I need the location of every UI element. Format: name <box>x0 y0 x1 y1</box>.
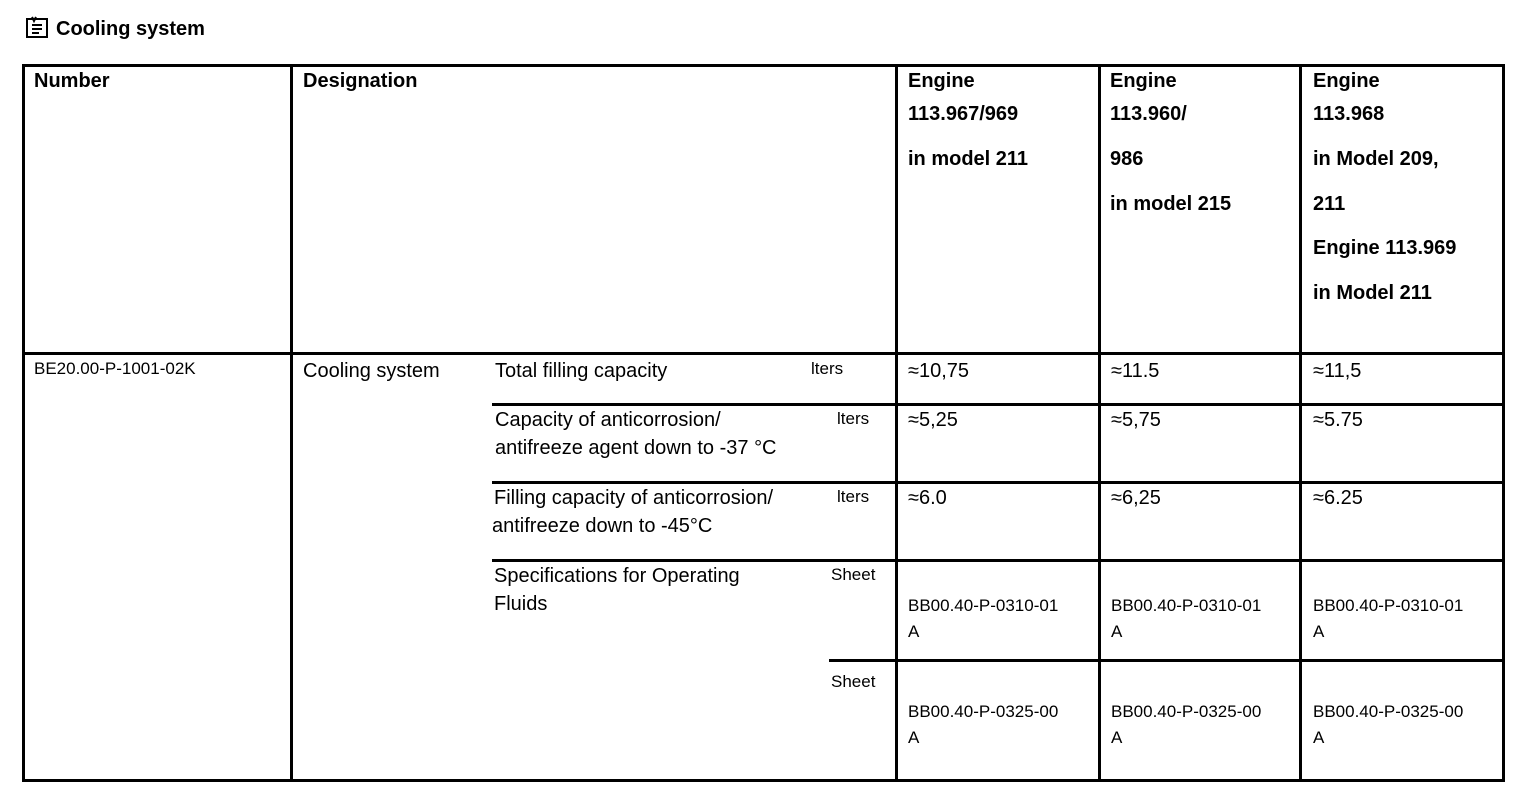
sheet-ref-engine3-0325-line1[interactable]: BB00.40-P-0325-00 <box>1313 702 1464 721</box>
header-engine3-line5: Engine 113.969 <box>1313 237 1457 259</box>
value-engine3-anticorrosion-45: ≈6.25 <box>1313 487 1363 509</box>
sheet-ref-engine2-0325-line2[interactable]: A <box>1111 728 1123 747</box>
col-divider-number <box>290 64 293 782</box>
header-engine2-line4: in model 215 <box>1110 193 1232 215</box>
table-border-top <box>22 64 1505 67</box>
sheet-ref-engine2-0325-line1[interactable]: BB00.40-P-0325-00 <box>1111 702 1262 721</box>
item-total-filling-capacity: Total filling capacity <box>495 360 668 382</box>
item-anticorrosion-45-line1: Filling capacity of anticorrosion/ <box>494 487 774 509</box>
unit-liters-2: lters <box>837 409 870 428</box>
sheet-ref-engine1-0325-line1[interactable]: BB00.40-P-0325-00 <box>908 702 1059 721</box>
col-divider-engine1 <box>1098 64 1101 782</box>
item-anticorrosion-45-line2: antifreeze down to -45°C <box>492 515 713 537</box>
sheet-ref-engine1-0310-line2[interactable]: A <box>908 622 920 641</box>
sheet-ref-engine1-0325-line2[interactable]: A <box>908 728 920 747</box>
header-engine1-line3: in model 211 <box>908 148 1029 170</box>
spec-table <box>22 64 1505 782</box>
value-engine1-total: ≈10,75 <box>908 360 970 382</box>
header-engine2-line1: Engine <box>1110 70 1177 92</box>
header-engine2-line2: 113.960/ <box>1110 103 1187 125</box>
header-engine1-line1: Engine <box>908 70 975 92</box>
header-number: Number <box>34 70 110 92</box>
header-engine3-line3: in Model 209, <box>1313 148 1439 170</box>
table-border-left <box>22 64 25 782</box>
header-divider <box>22 352 1505 355</box>
designation-cooling-system: Cooling system <box>303 360 440 382</box>
header-engine1-line2: 113.967/969 <box>908 103 1019 125</box>
value-engine2-anticorrosion-45: ≈6,25 <box>1111 487 1161 509</box>
header-engine3-line2: 113.968 <box>1313 103 1385 125</box>
page-title: Cooling system <box>56 18 205 40</box>
col-divider-engine2 <box>1299 64 1302 782</box>
unit-liters-3: lters <box>837 487 870 506</box>
header-designation: Designation <box>303 70 418 92</box>
sheet-ref-engine3-0310-line1[interactable]: BB00.40-P-0310-01 <box>1313 596 1464 615</box>
header-engine3-line6: in Model 211 <box>1313 282 1432 304</box>
sheet-ref-engine3-0310-line2[interactable]: A <box>1313 622 1325 641</box>
value-engine3-anticorrosion-37: ≈5.75 <box>1313 409 1363 431</box>
table-border-right <box>1502 64 1505 782</box>
item-anticorrosion-37-line2: antifreeze agent down to -37 °C <box>495 437 777 459</box>
sheet-ref-engine3-0325-line2[interactable]: A <box>1313 728 1325 747</box>
table-border-bottom <box>22 779 1505 782</box>
item-specifications-line1: Specifications for Operating <box>494 565 740 587</box>
row-divider-4 <box>829 659 1505 662</box>
value-engine2-total: ≈11.5 <box>1111 360 1160 382</box>
col-divider-designation <box>895 64 898 782</box>
value-engine3-total: ≈11,5 <box>1313 360 1362 382</box>
item-anticorrosion-37-line1: Capacity of anticorrosion/ <box>495 409 721 431</box>
header-engine3-line4: 211 <box>1313 193 1346 215</box>
unit-sheet-2: Sheet <box>831 672 876 691</box>
sheet-ref-engine2-0310-line1[interactable]: BB00.40-P-0310-01 <box>1111 596 1262 615</box>
page-title-group <box>24 14 205 40</box>
unit-sheet-1: Sheet <box>831 565 876 584</box>
item-specifications-line2: Fluids <box>494 593 548 615</box>
header-engine2-line3: 986 <box>1110 148 1144 170</box>
value-engine1-anticorrosion-45: ≈6.0 <box>908 487 947 509</box>
manual-book-icon <box>24 14 50 40</box>
sheet-ref-engine1-0310-line1[interactable]: BB00.40-P-0310-01 <box>908 596 1059 615</box>
document-number: BE20.00-P-1001-02K <box>34 359 196 378</box>
sheet-ref-engine2-0310-line2[interactable]: A <box>1111 622 1123 641</box>
value-engine2-anticorrosion-37: ≈5,75 <box>1111 409 1161 431</box>
header-engine3-line1: Engine <box>1313 70 1380 92</box>
unit-liters-1: lters <box>811 359 844 378</box>
value-engine1-anticorrosion-37: ≈5,25 <box>908 409 958 431</box>
